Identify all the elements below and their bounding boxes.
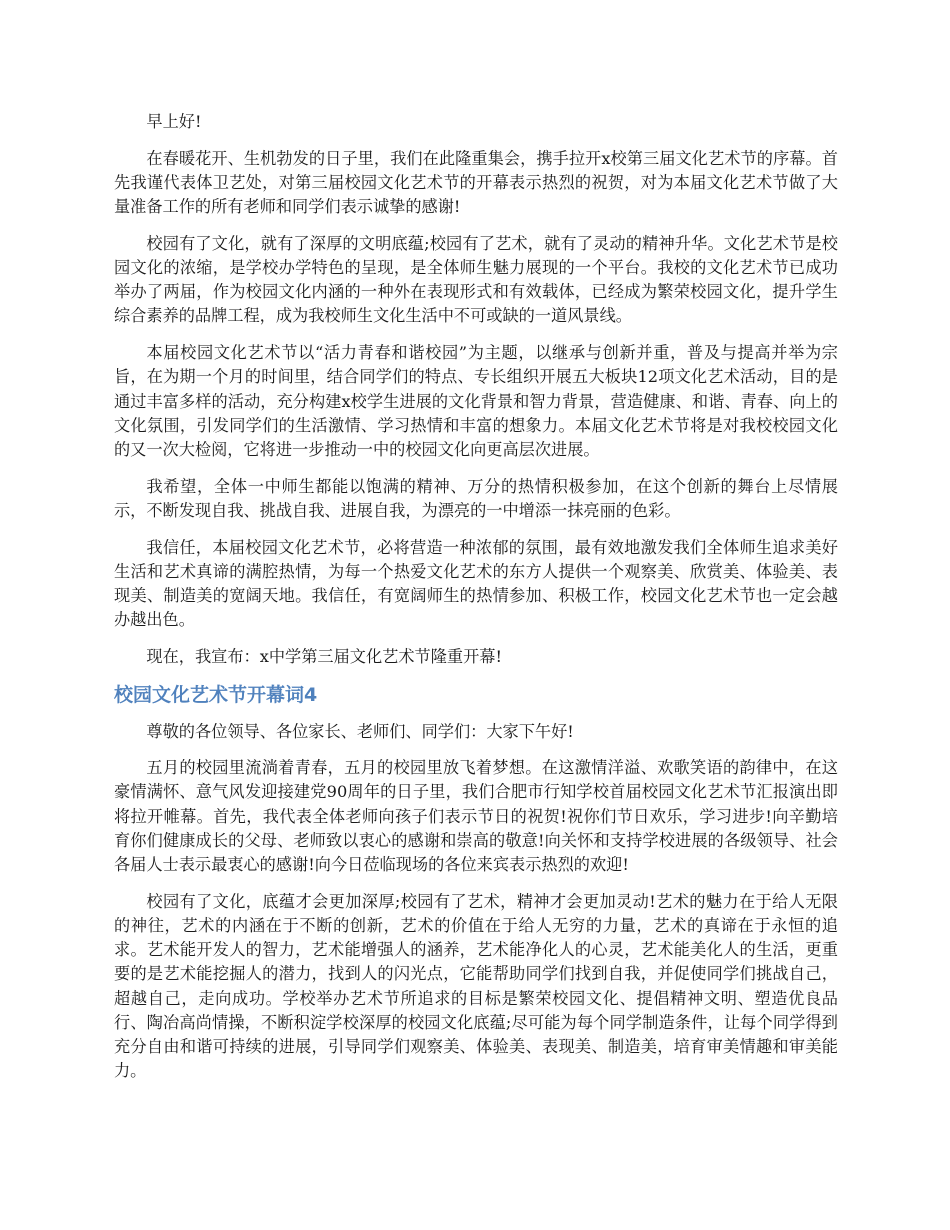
paragraph: 本届校园文化艺术节以“活力青春和谐校园”为主题，以继承与创新并重，普及与提高并举为宗旨，在为期一个月的时间里，结合同学们的特点、专长组织开展五大板块12项文化艺术活动，目的是通过丰富多样的活动，充分构建x校学生进展的文化背景和智力背景，营造健康、和谐、青春、向上的文化氛围，引发同学们的生活激情、学习热情和丰富的想象力。本届文化艺术节将是对我校校园文化的又一次大检阅，它将进一步推动一中的校园文化向更高层次进展。: [114, 343, 838, 459]
paragraph: 在春暖花开、生机勃发的日子里，我们在此隆重集会，携手拉开x校第三届文化艺术节的序幕。首先我谨代表体卫艺处，对第三届校园文化艺术节的开幕表示热烈的祝贺，对为本届文化艺术节做了大量准备工作的所有老师和同学们表示诚挚的感谢!: [114, 148, 838, 217]
paragraph: 校园有了文化，就有了深厚的文明底蕴;校园有了艺术，就有了灵动的精神升华。文化艺术节是校园文化的浓缩，是学校办学特色的呈现，是全体师生魅力展现的一个平台。我校的文化艺术节已成功举办了两届，作为校园文化内涵的一种外在表现形式和有效载体，已经成为繁荣校园文化，提升学生综合素养的品牌工程，成为我校师生文化生活中不可或缺的一道风景线。: [114, 233, 838, 326]
paragraph: 校园有了文化，底蕴才会更加深厚;校园有了艺术，精神才会更加灵动!艺术的魅力在于给人无限的神往，艺术的内涵在于不断的创新，艺术的价值在于给人无穷的力量，艺术的真谛在于永恒的追求。艺术能开发人的智力，艺术能增强人的涵养，艺术能净化人的心灵，艺术能美化人的生活，更重要的是艺术能挖掘人的潜力，找到人的闪光点，它能帮助同学们找到自我，并促使同学们挑战自己，超越自己，走向成功。学校举办艺术节所追求的目标是繁荣校园文化、提倡精神文明、塑造优良品行、陶冶高尚情操，不断积淀学校深厚的校园文化底蕴;尽可能为每个同学制造条件，让每个同学得到充分自由和谐可持续的进展，引导同学们观察美、体验美、表现美、制造美，培育审美情趣和审美能力。: [114, 891, 838, 1081]
paragraph: 我信任，本届校园文化艺术节，必将营造一种浓郁的氛围，最有效地激发我们全体师生追求美好生活和艺术真谛的满腔热情，为每一个热爱文化艺术的东方人提供一个观察美、欣赏美、体验美、表现美、制造美的宽阔天地。我信任，有宽阔师生的热情参加、积极工作，校园文化艺术节也一定会越办越出色。: [114, 537, 838, 630]
paragraph: 尊敬的各位领导、各位家长、老师们、同学们：大家下午好!: [146, 721, 574, 741]
paragraph: 现在，我宣布：x中学第三届文化艺术节隆重开幕!: [146, 646, 502, 666]
greeting: 早上好!: [146, 112, 202, 131]
document-page: [114, 110, 838, 1096]
paragraph: 五月的校园里流淌着青春，五月的校园里放飞着梦想。在这激情洋溢、欢歌笑语的韵律中，在这豪情满怀、意气风发迎接建党90周年的日子里，我们合肥市行知学校首届校园文化艺术节汇报演出即将拉开帷幕。首先，我代表全体老师向孩子们表示节日的祝贺!祝你们节日欢乐，学习进步!向辛勤培育你们健康成长的父母、老师致以衷心的感谢和崇高的敬意!向关怀和支持学校进展的各级领导、社会各届人士表示最衷心的感谢!向今日莅临现场的各位来宾表示热烈的欢迎!: [114, 758, 838, 875]
paragraph: 我希望，全体一中师生都能以饱满的精神、万分的热情积极参加，在这个创新的舞台上尽情展示，不断发现自我、挑战自我、进展自我，为漂亮的一中增添一抹亮丽的色彩。: [114, 476, 838, 520]
section-heading: 校园文化艺术节开幕词4: [114, 683, 318, 706]
